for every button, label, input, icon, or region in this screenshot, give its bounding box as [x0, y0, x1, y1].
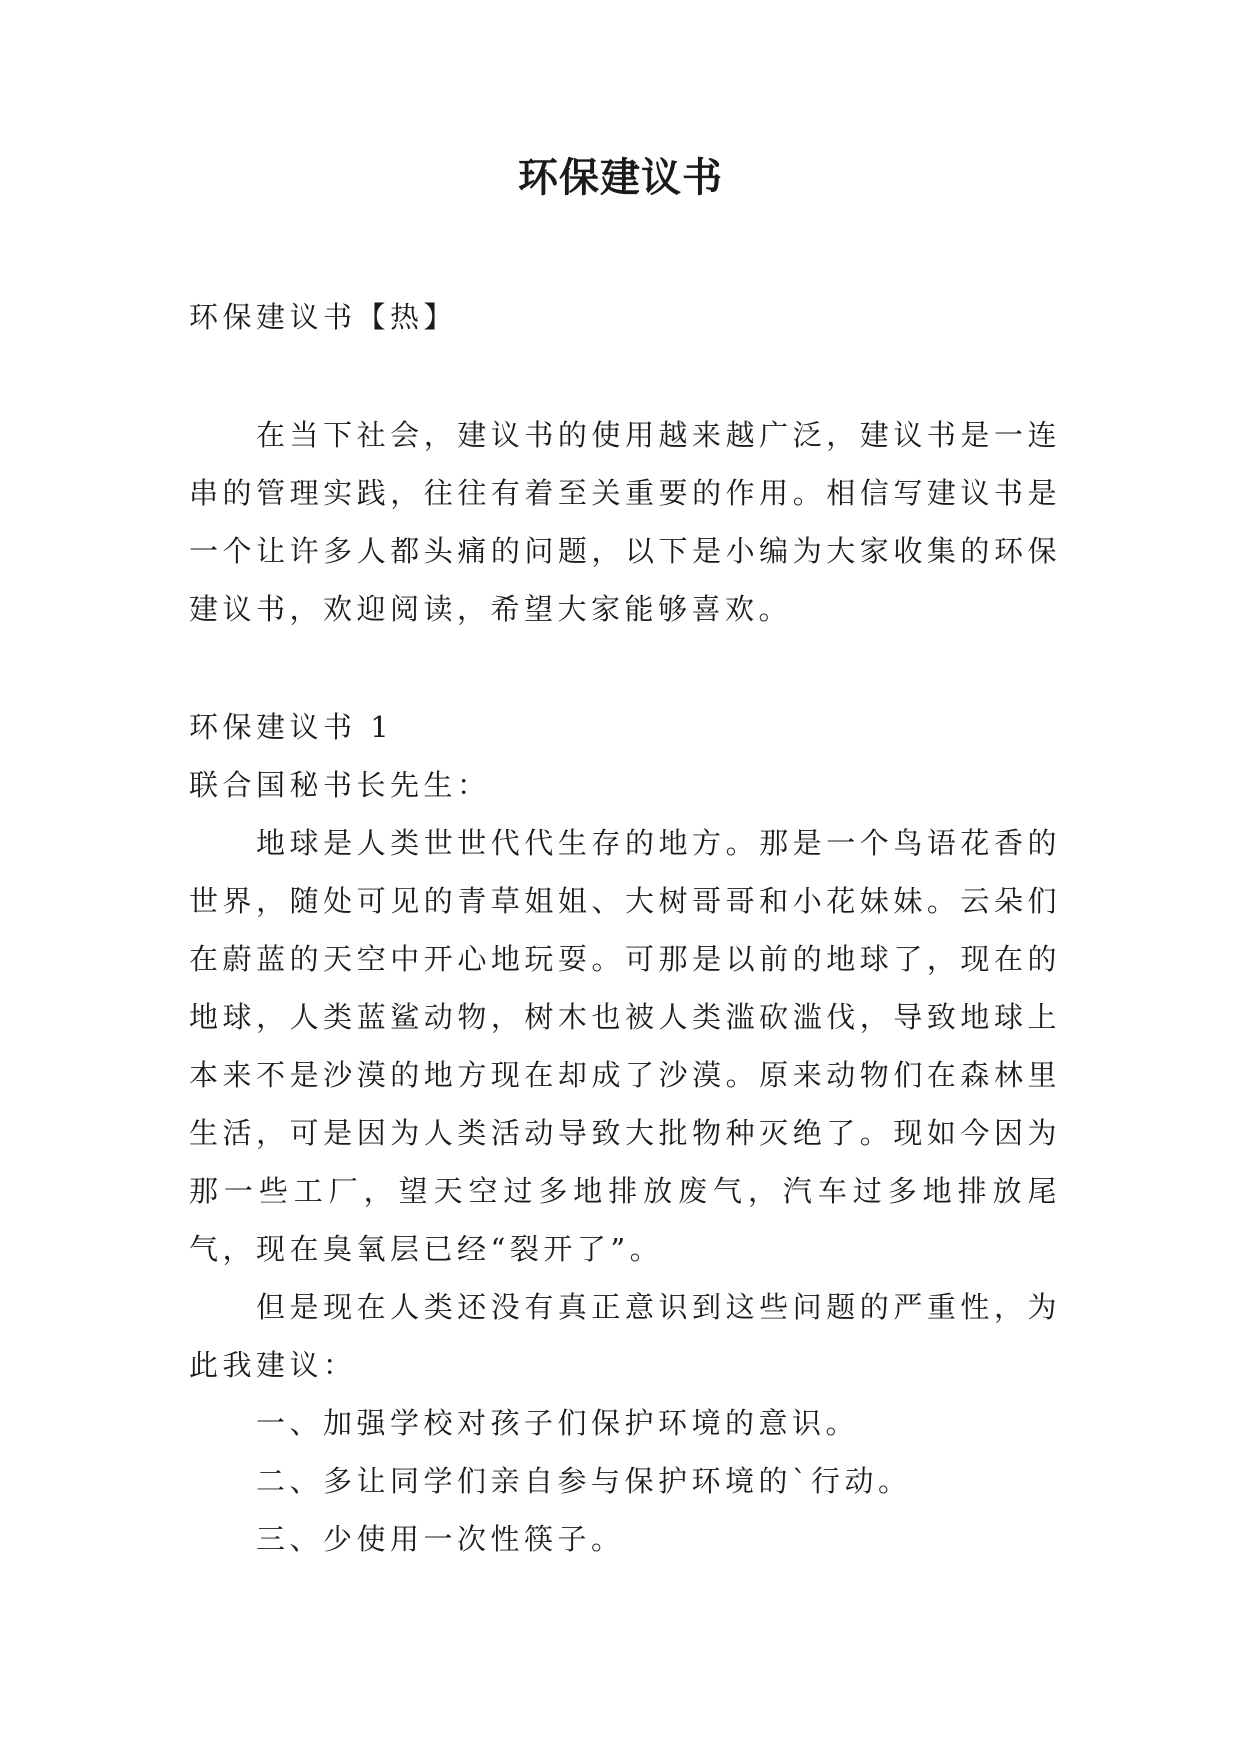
intro-paragraph: 在当下社会，建议书的使用越来越广泛，建议书是一连串的管理实践，往往有着至关重要的作用。相信写建议书是一个让许多人都头痛的问题，以下是小编为大家收集的环保建议书，欢迎阅读，希望大家能够喜欢。: [189, 418, 1061, 626]
suggestion-item-1: 一、加强学校对孩子们保护环境的意识。: [256, 1406, 860, 1440]
letter-paragraph-1: 地球是人类世世代代生存的地方。那是一个鸟语花香的世界，随处可见的青草姐姐、大树哥哥和小花妹妹。云朵们在蔚蓝的天空中开心地玩耍。可那是以前的地球了，现在的地球，人类蓝鲨动物，树木也被人类滥砍滥伐，导致地球上本来不是沙漠的地方现在却成了沙漠。原来动物们在森林里生活，可是因为人类活动导致大批物种灭绝了。现如今因为那一些工厂，望天空过多地排放废气，汽车过多地排放尾气，现在臭氧层已经“裂开了”。: [189, 826, 1061, 1266]
letter-paragraph-2: 但是现在人类还没有真正意识到这些问题的严重性，为此我建议：: [189, 1290, 1061, 1382]
document-title: 环保建议书: [518, 155, 723, 201]
suggestion-item-3: 三、少使用一次性筷子。: [256, 1522, 625, 1556]
letter-salutation: 联合国秘书长先生：: [189, 768, 491, 802]
intro-section: [189, 406, 1061, 638]
letter-section: [189, 698, 1061, 1568]
letter-heading: 环保建议书 1: [189, 710, 394, 744]
suggestion-item-2: 二、多让同学们亲自参与保护环境的`行动。: [256, 1464, 912, 1498]
document-subtitle: 环保建议书【热】: [189, 300, 458, 334]
